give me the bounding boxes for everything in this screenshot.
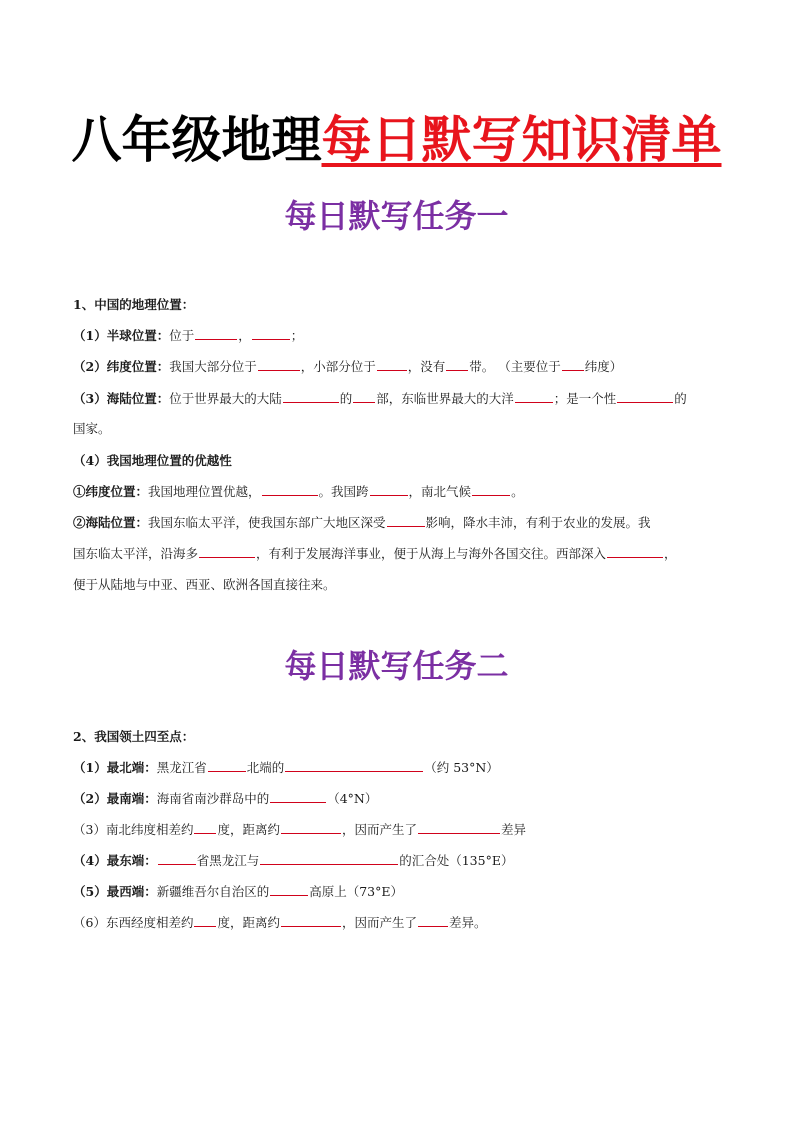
adv-sea-line-2 (73, 545, 723, 563)
text: 差异 (501, 822, 527, 837)
blank[interactable] (285, 759, 423, 772)
blank[interactable] (158, 852, 196, 865)
title-part2: 每日默写知识清单 (321, 111, 722, 169)
text: 高原上（73°E） (309, 884, 403, 899)
text: 我国大部分位于 (169, 359, 257, 374)
text: ，有利于发展海洋事业，便于从海上与海外各国交往。西部深入 (256, 546, 607, 561)
text: ； (290, 328, 304, 343)
latitude-line (73, 358, 723, 376)
blank[interactable] (252, 327, 290, 340)
text: 北端的 (246, 760, 285, 775)
page-title (0, 108, 793, 172)
blank[interactable] (370, 483, 408, 496)
blank[interactable] (387, 514, 425, 527)
blank[interactable] (562, 358, 584, 371)
text: （3）南北纬度相差约 (73, 822, 194, 837)
adv-sea-line-3: 便于从陆地与中亚、西亚、欧洲各国直接往来。 (73, 577, 336, 592)
blank[interactable] (262, 483, 318, 496)
sealand-line-2: 国家。 (73, 421, 111, 436)
blank[interactable] (258, 358, 300, 371)
blank[interactable] (418, 821, 500, 834)
blank[interactable] (195, 327, 237, 340)
blank[interactable] (515, 390, 553, 403)
blank[interactable] (260, 852, 398, 865)
blank[interactable] (199, 545, 255, 558)
blank[interactable] (281, 914, 341, 927)
text: ，南北气候 (408, 484, 472, 499)
blank[interactable] (283, 390, 339, 403)
text: 我国东临太平洋，使我国东部广大地区深受 (148, 515, 386, 530)
sealand-line (73, 390, 723, 408)
text: 新疆维吾尔自治区的 (156, 884, 270, 899)
advantage-heading: （4）我国地理位置的优越性 (73, 453, 232, 468)
text: ，小部分位于 (300, 359, 376, 374)
text: 位于世界最大的大陆 (169, 391, 282, 406)
text: 国东临太平洋，沿海多 (73, 546, 199, 561)
adv-sea-label: ②海陆位置： (73, 515, 149, 530)
blank[interactable] (472, 483, 510, 496)
text: 的 (339, 391, 353, 406)
blank[interactable] (281, 821, 341, 834)
text: ，因而产生了 (341, 822, 417, 837)
blank[interactable] (418, 914, 448, 927)
west-line (73, 883, 723, 901)
blank[interactable] (194, 821, 216, 834)
text: ；是一个性 (553, 391, 617, 406)
question-1-heading: 1、中国的地理位置： (73, 297, 195, 312)
blank[interactable] (353, 390, 375, 403)
text: 省黑龙江与 (196, 853, 260, 868)
north-label: （1）最北端： (73, 760, 157, 775)
text: 部，东临世界最大的大洋 (376, 391, 514, 406)
text: 位于 (169, 328, 195, 343)
text: 的 (674, 391, 687, 406)
question-2-heading: 2、我国领土四至点： (73, 729, 195, 744)
task2-heading: 每日默写任务二 (284, 647, 509, 685)
adv-latitude-line (73, 483, 723, 501)
title-part1: 八年级地理 (71, 111, 322, 169)
text: 带。 （主要位于 (469, 359, 561, 374)
text: ，没有 (407, 359, 446, 374)
text: ，因而产生了 (341, 915, 417, 930)
blank[interactable] (208, 759, 246, 772)
ew-span-line (73, 914, 723, 932)
text: 的汇合处（135°E） (399, 853, 514, 868)
blank[interactable] (270, 883, 308, 896)
north-line (73, 759, 723, 777)
text: 度，距离约 (217, 915, 280, 930)
hemisphere-label: （1）半球位置： (73, 328, 170, 343)
text: （约 53°N） (424, 760, 499, 775)
text: 我国地理位置优越， (148, 484, 261, 499)
latitude-label: （2）纬度位置： (73, 359, 170, 374)
text: 差异。 (449, 915, 487, 930)
text: （6）东西经度相差约 (73, 915, 194, 930)
text: 黑龙江省 (156, 760, 207, 775)
text: 影响，降水丰沛，有利于农业的发展。我 (425, 515, 651, 530)
text: 海南省南沙群岛中的 (156, 791, 270, 806)
blank[interactable] (617, 390, 673, 403)
text: 。我国跨 (318, 484, 369, 499)
blank[interactable] (446, 358, 468, 371)
east-line (73, 852, 723, 870)
south-line (73, 790, 723, 808)
text: 度，距离约 (217, 822, 280, 837)
south-label: （2）最南端： (73, 791, 157, 806)
blank[interactable] (607, 545, 663, 558)
blank[interactable] (270, 790, 326, 803)
blank[interactable] (194, 914, 216, 927)
east-label: （4）最东端： (73, 853, 157, 868)
blank[interactable] (377, 358, 407, 371)
west-label: （5）最西端： (73, 884, 157, 899)
text: ， (238, 328, 251, 343)
task1-heading: 每日默写任务一 (284, 197, 509, 235)
text: （4°N） (327, 791, 378, 806)
adv-latitude-label: ①纬度位置： (73, 484, 149, 499)
ns-span-line (73, 821, 723, 839)
hemisphere-line (73, 327, 723, 345)
text: ， (664, 546, 677, 561)
text: 。 (511, 484, 524, 499)
adv-sea-line-1 (73, 514, 723, 532)
text: 纬度） (584, 359, 623, 374)
sealand-label: （3）海陆位置： (73, 391, 170, 406)
